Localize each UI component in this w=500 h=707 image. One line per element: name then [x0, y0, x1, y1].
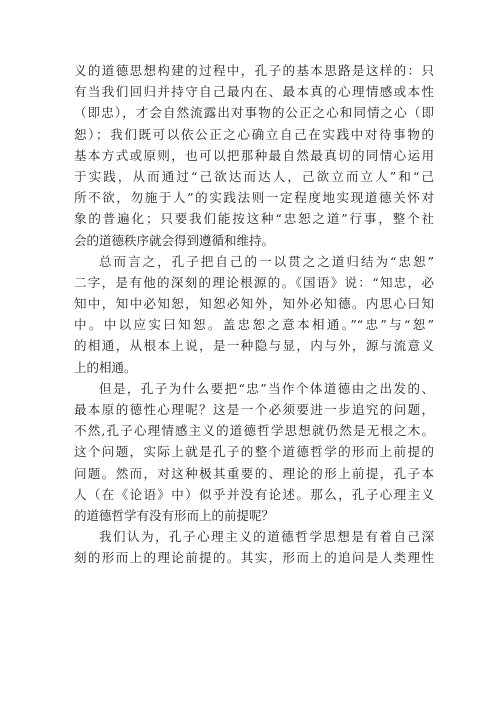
text-line: 恕）；我们既可以依公正之心确立自己在实践中对待事物的 [74, 126, 434, 142]
text-line: 人（在《论语》中）似乎并没有论述。那么，孔子心理主义 [74, 486, 434, 502]
text-line: 基本方式或原则，也可以把那种最自然最真切的同情心运用 [74, 147, 434, 163]
text-line: 但是，孔子为什么要把“忠”当作个体道德由之出发的、 [99, 380, 434, 396]
paragraph-3 [74, 378, 434, 526]
text-line: 会的道德秩序就会得到遵循和维持。 [74, 232, 275, 248]
paragraph-2 [74, 251, 434, 378]
text-line: 最本原的德性心理呢？这是一个必须要进一步追究的问题， [74, 402, 434, 417]
text-line: 不然,孔子心理情感主义的道德哲学思想就仍然是无根之木。 [74, 423, 434, 439]
text-line: 上的相通。 [74, 359, 137, 375]
text-line: 所不欲，勿施于人”的实践法则一定程度地实现道德关怀对 [74, 190, 434, 206]
paragraph-4 [74, 526, 434, 568]
text-line: 有当我们回归并持守自己最内在、最本真的心理情感或本性 [74, 84, 434, 100]
text-line: 于实践，从而通过“己欲达而达人，己欲立而立人”和“己 [74, 168, 434, 184]
text-line: 二字，是有他的深刻的理论根源的。《国语》说：“知忠，必 [74, 274, 434, 290]
paragraph-1 [74, 60, 434, 251]
text-line: 的相通，从根本上说，是一种隐与显，内与外，源与流意义 [74, 338, 434, 354]
body-text [74, 60, 434, 569]
text-line: 知中，知中必知恕，知恕必知外，知外必知德。内思心曰知 [74, 296, 434, 312]
text-line: 总而言之，孔子把自己的一以贯之之道归结为“忠恕” [99, 253, 434, 269]
text-line: 中。中以应实曰知恕。盖忠恕之意本相通。”“忠”与“恕” [74, 317, 434, 333]
text-line: 义的道德思想构建的过程中，孔子的基本思路是这样的：只 [74, 63, 434, 78]
text-line: 问题。然而，对这种极其重要的、理论的形上前提，孔子本 [74, 465, 434, 481]
text-line: 象的普遍化；只要我们能按这种“忠恕之道”行事，整个社 [74, 211, 434, 227]
text-line: 我们认为，孔子心理主义的道德哲学思想是有着自己深 [99, 529, 434, 545]
text-line: 的道德哲学有没有形而上的前提呢？ [74, 507, 275, 523]
text-line: 这个问题，实际上就是孔子的整个道德哲学的形而上前提的 [74, 444, 434, 460]
text-line: （即忠），才会自然流露出对事物的公正之心和同情之心（即 [74, 105, 434, 121]
text-line: 刻的形而上的理论前提的。其实，形而上的追问是人类理性 [74, 550, 434, 566]
